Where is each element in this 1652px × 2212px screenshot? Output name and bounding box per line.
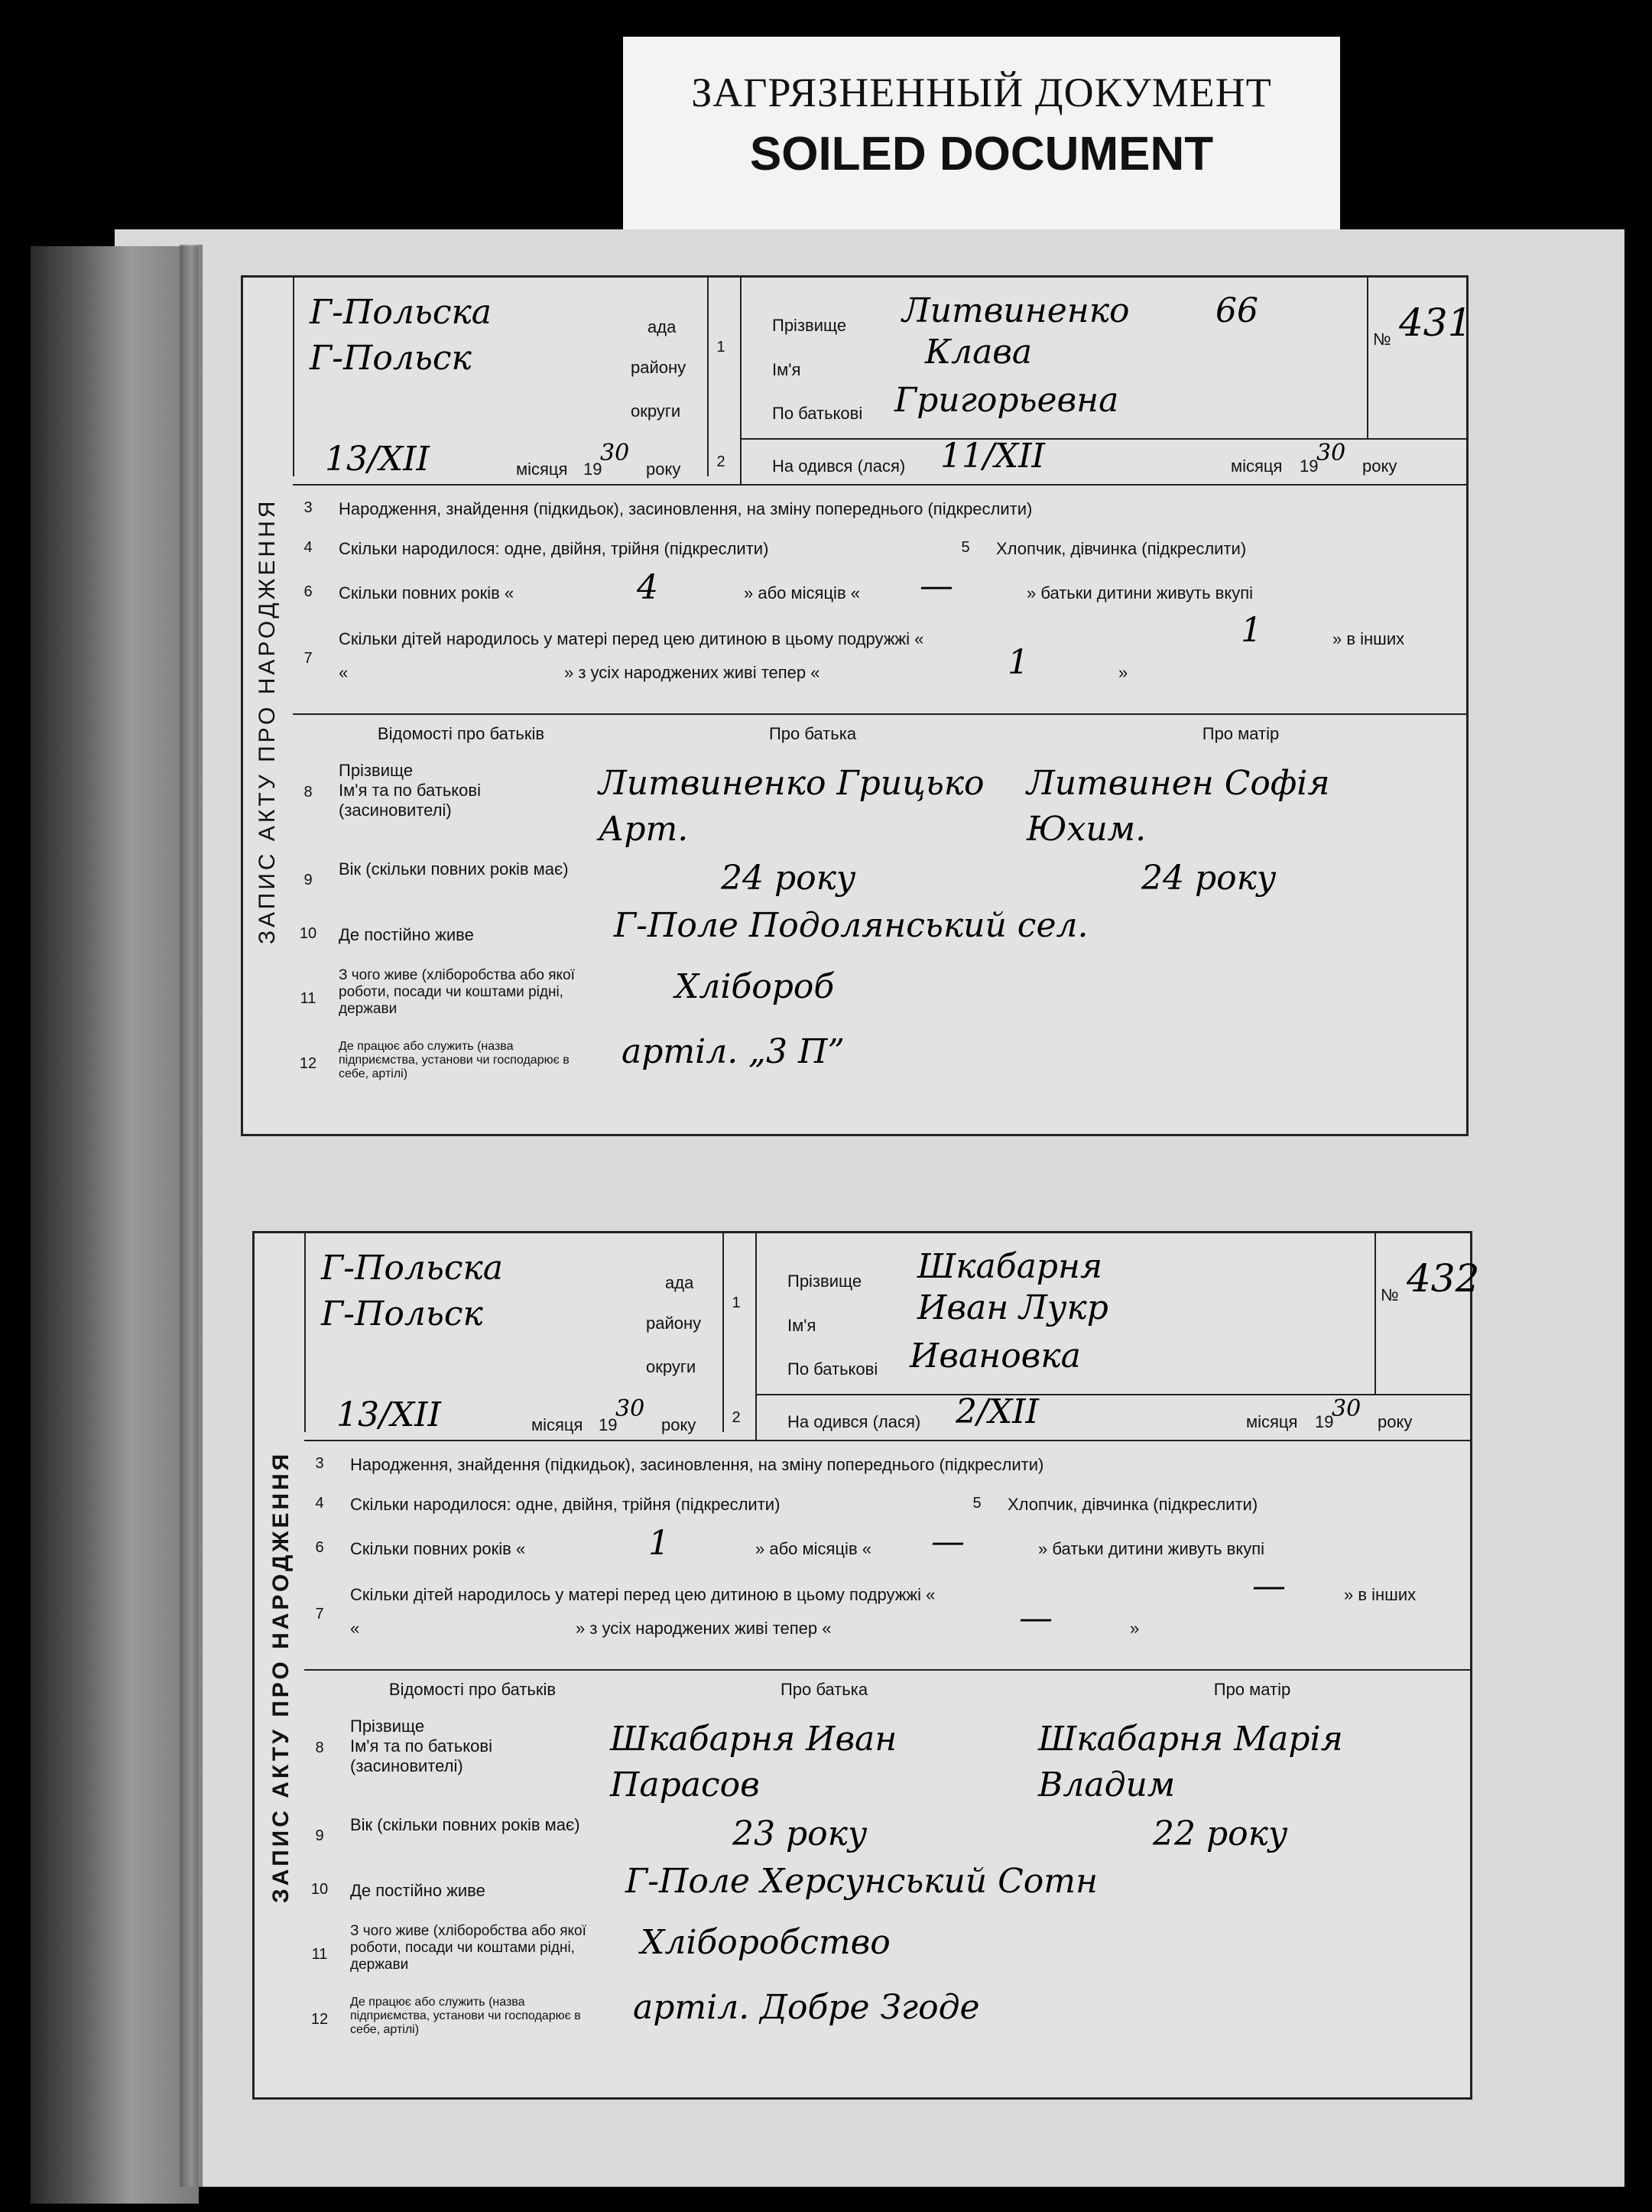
record-1-row-6-years-value: 4: [637, 568, 658, 607]
record-1-row-11-label: З чого живе (хліборобства або якої роботи, посади чи коштами рідні, держави: [339, 967, 575, 1017]
record-2-parents-header: Відомості про батьків: [388, 1680, 557, 1699]
record-1-row-12-number: 12: [299, 1055, 317, 1072]
record-2-occupation: Хліборобство: [641, 1923, 891, 1962]
record-1-rada-label: ада: [647, 317, 677, 336]
record-1-row-9-label: Вік (скільки повних років має): [339, 859, 569, 879]
record-1-row-7-number: 7: [303, 650, 313, 667]
record-1-row-5-text: Хлопчик, дівчинка (підкреслити): [996, 539, 1247, 558]
birth-record-1: [241, 275, 1472, 1136]
record-2-row-7-text-d: » з усіх народжених живі тепер «: [576, 1619, 832, 1638]
record-1-name-value: Клава: [925, 333, 1033, 372]
record-1-row-7-text-d: » з усіх народжених живі тепер «: [564, 663, 820, 682]
record-1-occupation: Хлібороб: [675, 967, 835, 1006]
record-2-row-1-number: 1: [732, 1294, 741, 1311]
record-1-row-10-number: 10: [299, 925, 317, 942]
record-2-row-4-number: 4: [315, 1495, 324, 1512]
record-1-born-row: [740, 438, 1468, 486]
stamp-english-text: SOILED DOCUMENT: [749, 128, 1214, 180]
record-1-workplace: артіл. „3 П”: [622, 1032, 845, 1071]
record-2-father-age: 23 року: [732, 1814, 868, 1853]
record-2-row-9-label: Вік (скільки повних років має): [350, 1815, 580, 1834]
record-1-row-6-number: 6: [303, 583, 313, 600]
record-1-born-year-value: 30: [1316, 440, 1346, 466]
record-1-row-8-label: Прізвище Ім'я та по батькові (засиновителі): [339, 761, 481, 820]
record-2-row-3-text: Народження, знайдення (підкидьок), засиновлення, на зміну попереднього (підкреслити): [350, 1455, 1044, 1474]
record-2-rayon-label: району: [646, 1314, 702, 1333]
record-1-row-3-number: 3: [303, 499, 313, 516]
record-2-row-6-together-label: » батьки дитини живуть вкупі: [1038, 1539, 1265, 1558]
record-2-year-label: року: [661, 1415, 696, 1434]
record-2-rayon-value: Г-Польск: [321, 1294, 483, 1333]
record-2-child-block: [755, 1233, 1376, 1394]
record-1-date-value: 13/XII: [325, 440, 430, 479]
record-2-row-12-number: 12: [310, 2011, 329, 2028]
record-2-row-12-label: Де працює або служить (назва підприємства, установи чи господарює в себе, артілі): [350, 1996, 581, 2036]
record-2-row-5-text: Хлопчик, дівчинка (підкреслити): [1008, 1495, 1258, 1514]
record-1-number-box: [1367, 278, 1472, 438]
binding-spine: [31, 246, 199, 2204]
record-1-extra-number: 66: [1215, 291, 1258, 330]
record-1-mother-header: Про матір: [1202, 724, 1280, 743]
record-1-father-header: Про батька: [768, 724, 857, 743]
record-2-row-6-years-label: Скільки повних років «: [350, 1539, 526, 1558]
record-2-row-7-text-e: »: [1130, 1619, 1140, 1638]
record-1-born-label: На одився (лася): [772, 456, 906, 476]
record-2-year-prefix: 19: [599, 1415, 618, 1434]
record-2-surname-value: Шкабарня: [917, 1247, 1103, 1286]
record-1-row-7-children-value: 1: [1241, 611, 1262, 650]
soiled-document-stamp: [623, 37, 1340, 245]
record-1-patronymic-label: По батькові: [772, 404, 863, 423]
stamp-russian-text: ЗАГРЯЗНЕННЫЙ ДОКУМЕНТ: [691, 70, 1272, 115]
record-2-row-9-number: 9: [315, 1827, 324, 1844]
record-1-row-4-text: Скільки народилося: одне, двійня, трійня (підкреслити): [339, 539, 769, 558]
record-1-child-block: [740, 278, 1368, 438]
record-2-row-7-text-b: » в інших: [1344, 1585, 1417, 1604]
record-1-surname-label: Прізвище: [772, 316, 847, 335]
record-2-rows-3-7: [304, 1440, 1470, 1671]
record-2-okrug-label: округи: [646, 1357, 696, 1376]
record-2-row-6-months-value: —: [931, 1522, 965, 1561]
record-1-row-6-months-value: —: [920, 567, 953, 606]
record-2-born-year-prefix: 19: [1315, 1412, 1334, 1431]
record-2-born-label: На одився (лася): [787, 1412, 921, 1431]
record-1-row-11-number: 11: [300, 990, 316, 1007]
record-2-residence: Г-Поле Херсунський Сотн: [625, 1862, 1098, 1901]
record-2-parents-table: [304, 1669, 1470, 2099]
record-2-born-year-label: року: [1378, 1412, 1413, 1431]
record-2-row-8-label: Прізвище Ім'я та по батькові (засиновителі): [350, 1717, 492, 1775]
record-1-row-6-together-label: » батьки дитини живуть вкупі: [1027, 583, 1254, 603]
record-1-mother-age: 24 року: [1141, 859, 1277, 898]
record-2-born-value: 2/XII: [956, 1392, 1039, 1431]
record-1-row-4-number: 4: [303, 539, 313, 556]
record-1-row-6-months-label: » або місяців «: [744, 583, 860, 603]
record-1-row-7-text-b: » в інших: [1332, 629, 1405, 648]
record-1-name-label: Ім'я: [772, 360, 801, 379]
record-2-row-3-number: 3: [315, 1455, 324, 1472]
record-1-year-prefix: 19: [583, 460, 602, 479]
record-1-vertical-title: ЗАПИС АКТУ ПРО НАРОДЖЕННЯ: [255, 498, 280, 944]
record-1-parents-header: Відомості про батьків: [377, 724, 545, 743]
record-1-row-7-alive-value: 1: [1008, 643, 1029, 682]
record-2-workplace: артіл. Добре Згоде: [633, 1988, 980, 2027]
record-1-row-12-label: Де працює або служить (назва підприємства, установи чи господарює в себе, артілі): [339, 1040, 570, 1080]
record-2-vertical-title: ЗАПИС АКТУ ПРО НАРОДЖЕННЯ: [268, 1450, 294, 1903]
record-2-rada-value: Г-Польска: [321, 1249, 503, 1288]
record-2-row-7-text-a: Скільки дітей народилось у матері перед цею дитиною в цьому подружжі «: [350, 1585, 936, 1604]
record-1-born-year-label: року: [1362, 456, 1397, 476]
record-2-father-name: Шкабарня Иван Парасов: [610, 1720, 897, 1804]
record-2-month-label: місяця: [531, 1415, 583, 1434]
record-2-born-row: [755, 1394, 1472, 1441]
record-2-row-6-number: 6: [315, 1539, 324, 1556]
record-1-number-label: №: [1373, 330, 1391, 349]
record-2-born-month-label: місяця: [1246, 1412, 1298, 1431]
record-2-row-7-children-value: —: [1252, 1567, 1286, 1606]
record-1-row-7-text-a: Скільки дітей народилось у матері перед цею дитиною в цьому подружжі «: [339, 629, 924, 648]
record-1-parents-table: [293, 713, 1466, 1135]
record-2-patronymic-label: По батькові: [787, 1359, 878, 1379]
record-1-patronymic-value: Григорьевна: [894, 381, 1119, 420]
record-1-mother-name: Литвинен Софія Юхим.: [1027, 764, 1330, 849]
record-1-rows-3-7: [293, 484, 1466, 715]
record-2-year-value: 30: [615, 1395, 645, 1422]
record-1-location-block: [293, 278, 709, 479]
record-2-row-7-alive-value: —: [1019, 1599, 1053, 1638]
record-2-location-block: [304, 1233, 724, 1432]
record-2-surname-label: Прізвище: [787, 1272, 862, 1291]
record-2-row-10-label: Де постійно живе: [350, 1881, 485, 1900]
record-1-surname-value: Литвиненко: [902, 291, 1130, 330]
record-1-row-5-number: 5: [961, 539, 970, 556]
record-1-year-value: 30: [600, 440, 630, 466]
record-1-year-label: року: [646, 460, 681, 479]
record-1-row-1-number: 1: [716, 339, 725, 356]
record-2-rada-label: ада: [665, 1273, 694, 1292]
record-1-month-label: місяця: [516, 460, 568, 479]
record-2-row-10-number: 10: [310, 1881, 329, 1898]
record-2-number-value: 432: [1407, 1256, 1480, 1301]
record-1-residence: Г-Поле Подолянський сел.: [614, 906, 1089, 945]
record-1-rayon-value: Г-Польск: [310, 339, 472, 378]
record-1-born-value: 11/XII: [940, 437, 1045, 476]
record-2-row-11-number: 11: [311, 1946, 328, 1963]
record-1-row-7-text-c: «: [339, 663, 349, 682]
record-1-row-9-number: 9: [303, 872, 313, 888]
record-2-mother-age: 22 року: [1153, 1814, 1288, 1853]
record-1-born-year-prefix: 19: [1300, 456, 1319, 476]
record-2-row-5-number: 5: [972, 1495, 982, 1512]
record-2-row-7-number: 7: [315, 1606, 324, 1622]
record-1-rada-value: Г-Польска: [310, 293, 492, 332]
page-crease: [180, 245, 203, 2187]
record-2-mother-name: Шкабарня Марія Владим: [1038, 1720, 1343, 1804]
record-1-father-name: Литвиненко Грицько Арт.: [599, 764, 985, 849]
record-2-row-2-number: 2: [732, 1409, 741, 1426]
record-2-number-label: №: [1381, 1285, 1399, 1304]
record-2-name-value: Иван Лукр: [917, 1288, 1108, 1327]
record-1-okrug-label: округи: [631, 401, 681, 421]
record-1-born-month-label: місяця: [1231, 456, 1283, 476]
record-2-father-header: Про батька: [780, 1680, 868, 1699]
record-2-row-7-text-c: «: [350, 1619, 360, 1638]
record-1-father-age: 24 року: [721, 859, 856, 898]
birth-record-2: [252, 1231, 1480, 2100]
record-2-date-value: 13/XII: [336, 1395, 441, 1434]
record-2-mother-header: Про матір: [1213, 1680, 1291, 1699]
record-2-row-6-months-label: » або місяців «: [755, 1539, 871, 1558]
record-1-row-8-number: 8: [303, 784, 313, 801]
record-2-patronymic-value: Ивановка: [910, 1337, 1081, 1376]
record-2-name-label: Ім'я: [787, 1316, 816, 1335]
record-1-number-value: 431: [1399, 300, 1472, 345]
record-1-row-7-text-e: »: [1118, 663, 1128, 682]
record-2-row-6-years-value: 1: [648, 1524, 670, 1563]
record-2-row-11-label: З чого живе (хліборобства або якої роботи, посади чи коштами рідні, держави: [350, 1923, 586, 1973]
record-1-row-10-label: Де постійно живе: [339, 925, 474, 944]
record-1-row-3-text: Народження, знайдення (підкидьок), засиновлення, на зміну попереднього (підкреслити): [339, 499, 1033, 518]
record-2-row-4-text: Скільки народилося: одне, двійня, трійня (підкреслити): [350, 1495, 781, 1514]
record-2-born-year-value: 30: [1332, 1395, 1362, 1422]
record-1-rayon-label: району: [631, 358, 686, 377]
record-1-row-2-number: 2: [716, 453, 725, 470]
record-2-row-8-number: 8: [315, 1739, 324, 1756]
record-2-number-box: [1375, 1233, 1480, 1394]
record-1-row-6-years-label: Скільки повних років «: [339, 583, 514, 603]
